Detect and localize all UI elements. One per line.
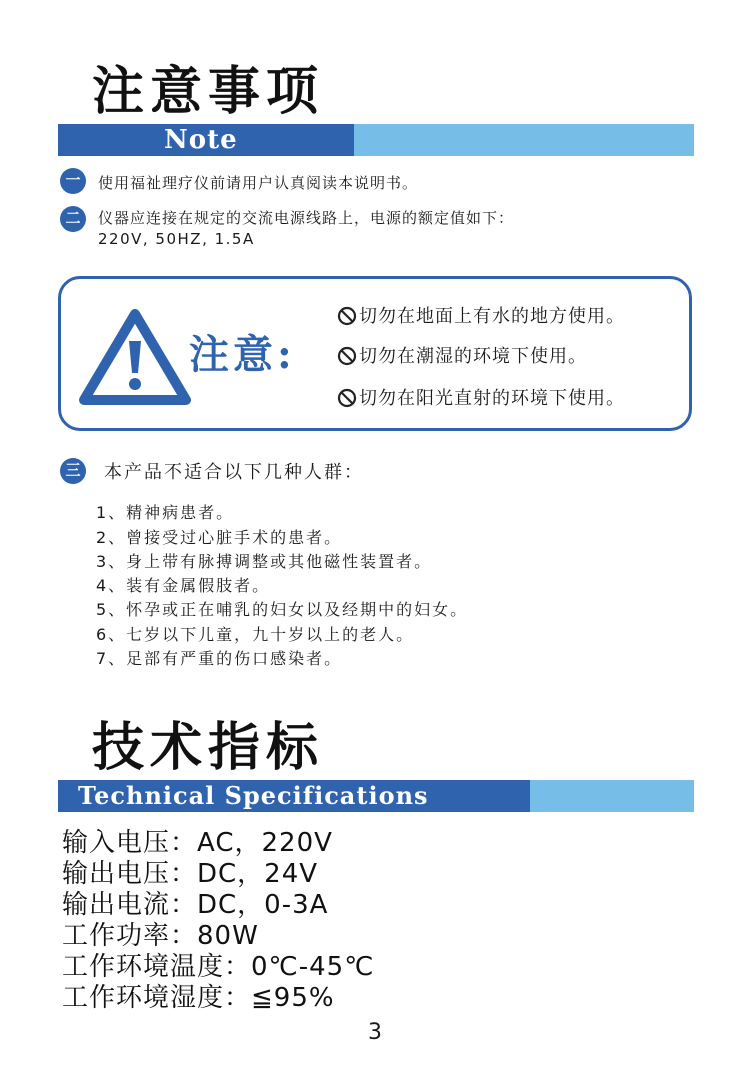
warning-item-1-text: 切勿在地面上有水的地方使用。 bbox=[359, 306, 625, 327]
spec-item: 工作功率：80W bbox=[62, 921, 259, 951]
spec-item: 输出电压：DC，24V bbox=[62, 859, 319, 889]
notice-title: 注意事项 bbox=[92, 61, 325, 122]
notice-band-light bbox=[354, 124, 694, 156]
item-marker-3-text: 三 bbox=[65, 461, 81, 479]
no-entry-icon bbox=[337, 346, 357, 366]
warning-item-2-text: 切勿在潮湿的环境下使用。 bbox=[359, 346, 587, 367]
section3-heading: 本产品不适合以下几种人群： bbox=[104, 462, 364, 483]
item-marker-1 bbox=[60, 168, 86, 194]
spec-item: 工作环境温度：0℃-45℃ bbox=[62, 952, 375, 982]
specs-band-light bbox=[530, 780, 694, 812]
warning-item-3 bbox=[337, 388, 625, 410]
no-entry-icon bbox=[337, 388, 357, 408]
list-item: 6、七岁以下儿童，九十岁以上的老人。 bbox=[96, 625, 415, 644]
item-marker-1-text: 一 bbox=[65, 171, 81, 189]
spec-item: 工作环境湿度：≦95% bbox=[62, 983, 335, 1013]
list-item: 1、精神病患者。 bbox=[96, 503, 235, 522]
list-item: 3、身上带有脉搏调整或其他磁性装置者。 bbox=[96, 552, 433, 571]
warning-item-1 bbox=[337, 306, 625, 328]
notice-item-2-line-2: 220V, 50HZ, 1.5A bbox=[98, 230, 255, 248]
notice-item-2-line-1: 仪器应连接在规定的交流电源线路上，电源的额定值如下： bbox=[98, 209, 515, 227]
warning-box bbox=[58, 276, 692, 431]
list-item: 5、怀孕或正在哺乳的妇女以及经期中的妇女。 bbox=[96, 600, 469, 619]
notice-item-1: 使用福祉理疗仪前请用户认真阅读本说明书。 bbox=[98, 174, 419, 192]
page-number: 3 bbox=[368, 1020, 382, 1045]
item-marker-2-text: 二 bbox=[65, 209, 81, 227]
notice-subtitle: Note bbox=[164, 125, 238, 155]
spec-item: 输入电压：AC，220V bbox=[62, 828, 333, 858]
specs-subtitle: Technical Specifications bbox=[78, 781, 429, 810]
spec-item: 输出电流：DC，0-3A bbox=[62, 890, 329, 920]
specs-title: 技术指标 bbox=[92, 717, 325, 778]
no-entry-icon bbox=[337, 306, 357, 326]
warning-triangle-icon bbox=[79, 309, 191, 405]
warning-item-3-text: 切勿在阳光直射的环境下使用。 bbox=[359, 388, 625, 409]
list-item: 4、装有金属假肢者。 bbox=[96, 576, 271, 595]
warning-title: 注意: bbox=[189, 331, 296, 378]
warning-item-2 bbox=[337, 346, 587, 368]
list-item: 7、足部有严重的伤口感染者。 bbox=[96, 649, 343, 668]
item-marker-3 bbox=[60, 458, 86, 484]
list-item: 2、曾接受过心脏手术的患者。 bbox=[96, 528, 343, 547]
item-marker-2 bbox=[60, 206, 86, 232]
